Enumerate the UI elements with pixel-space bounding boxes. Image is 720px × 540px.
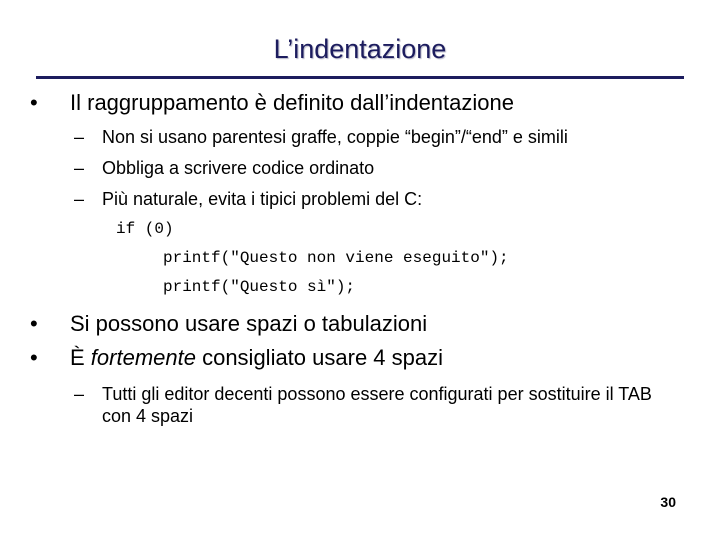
sub-bullet-item <box>74 383 654 427</box>
sub-bullet-item <box>74 126 694 148</box>
dash-icon: – <box>74 127 85 147</box>
bullet-icon: • <box>30 90 38 115</box>
bullet-item <box>30 311 427 337</box>
dash-icon: – <box>74 158 85 178</box>
sub-bullet-item <box>74 188 694 210</box>
sub-bullet-text: Più naturale, evita i tipici problemi del C: <box>102 189 423 209</box>
bullet-text: Si possono usare spazi o tabulazioni <box>70 311 428 336</box>
sub-bullet-item <box>74 157 694 179</box>
bullet-text-suffix: consigliato usare 4 spazi <box>195 345 443 370</box>
bullet-text: Il raggruppamento è definito dall’indentazione <box>70 90 514 115</box>
sub-bullet-text: Non si usano parentesi graffe, coppie “begin”/“end” e simili <box>102 127 568 147</box>
code-line: printf("Questo sì"); <box>163 278 356 296</box>
bullet-item <box>30 90 514 116</box>
dash-icon: – <box>74 189 85 209</box>
bullet-text-prefix: È <box>70 345 91 370</box>
dash-icon: – <box>74 384 85 404</box>
sub-bullet-text: Obbliga a scrivere codice ordinato <box>102 158 375 178</box>
bullet-icon: • <box>30 311 38 336</box>
code-line: printf("Questo non viene eseguito"); <box>163 249 509 267</box>
bullet-item <box>30 345 443 371</box>
bullet-icon: • <box>30 345 38 370</box>
slide-title: L’indentazione <box>273 34 447 64</box>
page-number: 30 <box>660 494 676 510</box>
title-divider <box>36 76 684 79</box>
code-line: if (0) <box>116 220 174 238</box>
sub-bullet-text: Tutti gli editor decenti possono essere configurati per sostituire il TAB con 4 spazi <box>102 384 652 426</box>
bullet-text-emphasis: fortemente <box>90 345 196 370</box>
